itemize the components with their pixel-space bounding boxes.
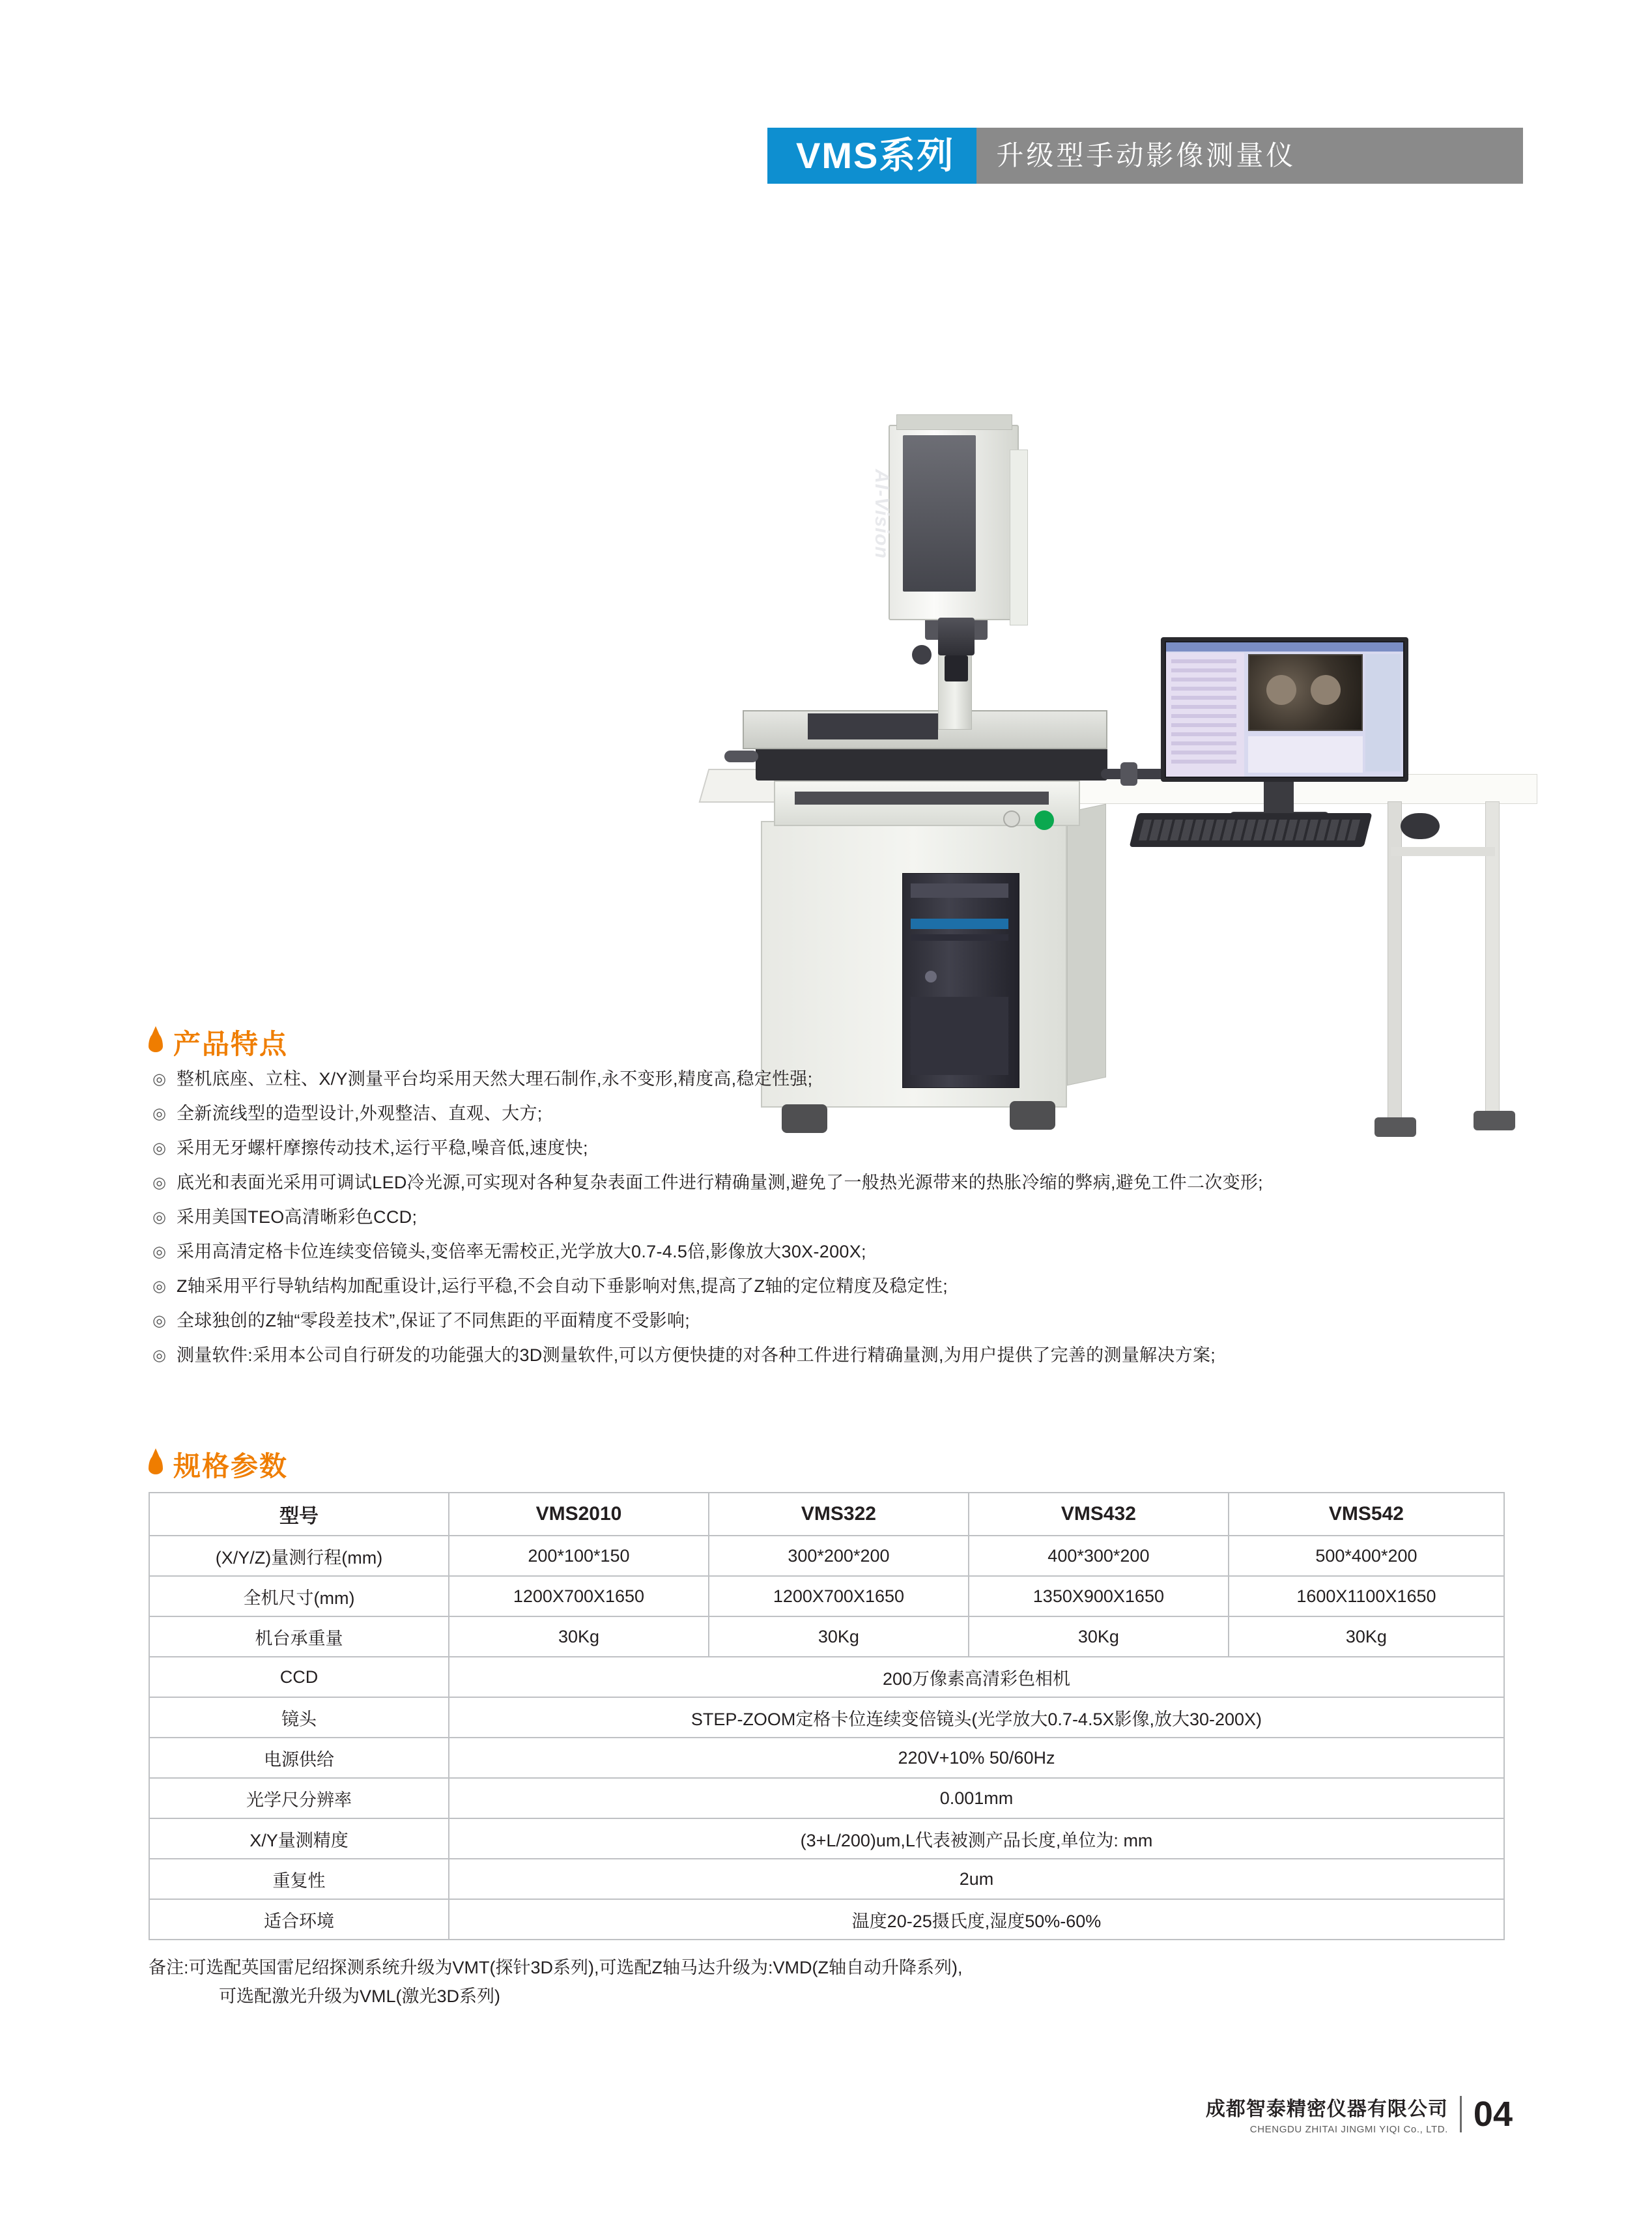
row-cell-merged: 2um — [449, 1859, 1504, 1899]
list-item — [152, 1169, 1520, 1197]
footer-divider — [1460, 2096, 1462, 2132]
feature-text: 采用无牙螺杆摩擦传动技术,运行平稳,噪音低,速度快; — [176, 1138, 588, 1158]
feature-text: 全新流线型的造型设计,外观整洁、直观、大方; — [176, 1104, 543, 1123]
bullet-icon: ◎ — [152, 1070, 166, 1088]
list-item — [152, 1273, 1520, 1300]
row-label: 全机尺寸(mm) — [149, 1576, 449, 1616]
keyboard-keys — [1139, 820, 1363, 840]
droplet-icon — [149, 1033, 163, 1052]
bullet-icon: ◎ — [152, 1347, 166, 1364]
camera-lens-lower — [945, 655, 968, 681]
droplet-icon — [149, 1455, 163, 1474]
list-item — [152, 1204, 1520, 1231]
table-row — [149, 1697, 1504, 1738]
machine-knob — [1003, 810, 1020, 827]
monitor-workpiece-image — [1248, 654, 1363, 731]
row-label: 重复性 — [149, 1859, 449, 1899]
camera-head-panel — [903, 435, 976, 592]
specs-title: 规格参数 — [173, 1451, 289, 1482]
row-cell: 1200X700X1650 — [709, 1576, 969, 1616]
row-label: 镜头 — [149, 1697, 449, 1738]
row-cell: 400*300*200 — [969, 1536, 1229, 1576]
camera-head-arm — [1010, 450, 1028, 625]
monitor-stand-neck — [1264, 782, 1294, 814]
row-cell-merged: STEP-ZOOM定格卡位连续变倍镜头(光学放大0.7-4.5X影像,放大30-200X) — [449, 1697, 1504, 1738]
monitor-toolpanel — [1365, 654, 1401, 771]
list-item — [152, 1135, 1520, 1162]
camera-lens-upper — [938, 618, 975, 655]
note-line-1: 备注:可选配英国雷尼绍探测系统升级为VMT(探针3D系列),可选配Z轴马达升级为:VMD(Z轴自动升降系列), — [149, 1958, 963, 1977]
company-block — [1206, 2093, 1448, 2135]
feature-text: 全球独创的Z轴“零段差技术”,保证了不同焦距的平面精度不受影响; — [176, 1311, 691, 1330]
bullet-icon: ◎ — [152, 1105, 166, 1123]
row-cell-merged: 温度20-25摄氏度,湿度50%-60% — [449, 1899, 1504, 1940]
bullet-icon: ◎ — [152, 1140, 166, 1157]
bullet-icon: ◎ — [152, 1209, 166, 1226]
stage-handle — [1120, 762, 1137, 786]
row-label: X/Y量测精度 — [149, 1818, 449, 1859]
stage-knob-left — [724, 751, 758, 762]
feature-text: 采用高清定格卡位连续变倍镜头,变倍率无需校正,光学放大0.7-4.5倍,影像放大30X-200X; — [176, 1242, 866, 1261]
column-header: VMS432 — [969, 1493, 1229, 1536]
tower-vent — [911, 934, 1008, 941]
feature-text: 采用美国TEO高清晰彩色CCD; — [176, 1207, 418, 1227]
monitor-data-rows — [1171, 659, 1236, 764]
table-row — [149, 1859, 1504, 1899]
desk-rail — [1391, 847, 1495, 856]
row-label: 光学尺分辨率 — [149, 1778, 449, 1818]
row-cell-merged: 200万像素高清彩色相机 — [449, 1657, 1504, 1697]
machine-cabinet-side — [1067, 804, 1106, 1086]
row-cell-merged: 220V+10% 50/60Hz — [449, 1738, 1504, 1778]
row-cell: 1600X1100X1650 — [1229, 1576, 1504, 1616]
machine-brand-label: AI-Vision — [871, 469, 892, 559]
table-row — [149, 1738, 1504, 1778]
tower-front-panel — [911, 997, 1008, 1075]
list-item — [152, 1100, 1520, 1128]
product-photo — [352, 195, 1303, 964]
machine-base-label-strip — [795, 792, 1049, 805]
table-row — [149, 1657, 1504, 1697]
row-label: (X/Y/Z)量测行程(mm) — [149, 1536, 449, 1576]
row-cell: 30Kg — [1229, 1616, 1504, 1657]
list-item — [152, 1239, 1520, 1266]
features-list — [152, 1066, 1520, 1377]
tower-power-button — [925, 971, 937, 982]
bullet-icon: ◎ — [152, 1243, 166, 1261]
table-note — [149, 1953, 1517, 2011]
section-heading-features — [149, 1023, 288, 1062]
column-header: VMS542 — [1229, 1493, 1504, 1536]
tower-drive-bay — [911, 883, 1008, 898]
column-header: VMS2010 — [449, 1493, 709, 1536]
row-cell: 30Kg — [969, 1616, 1229, 1657]
row-label: CCD — [149, 1657, 449, 1697]
section-heading-specs — [149, 1445, 288, 1484]
row-cell: 30Kg — [709, 1616, 969, 1657]
table-row — [149, 1778, 1504, 1818]
list-item — [152, 1342, 1520, 1369]
focus-knob — [912, 645, 932, 665]
bullet-icon: ◎ — [152, 1174, 166, 1192]
mouse — [1401, 813, 1440, 839]
row-cell: 500*400*200 — [1229, 1536, 1504, 1576]
table-row — [149, 1536, 1504, 1576]
feature-text: 测量软件:采用本公司自行研发的功能强大的3D测量软件,可以方便快捷的对各种工件进行精确量测,为用户提供了完善的测量解决方案; — [176, 1345, 1216, 1365]
note-line-2: 可选配激光升级为VML(激光3D系列) — [219, 1986, 501, 2006]
table-row — [149, 1576, 1504, 1616]
row-cell-merged: 0.001mm — [449, 1778, 1504, 1818]
row-cell: 300*200*200 — [709, 1536, 969, 1576]
table-row — [149, 1616, 1504, 1657]
banner-series-label: VMS系列 — [767, 128, 976, 184]
bullet-icon: ◎ — [152, 1312, 166, 1330]
row-cell-merged: (3+L/200)um,L代表被测产品长度,单位为: mm — [449, 1818, 1504, 1859]
company-name-en: CHENGDU ZHITAI JINGMI YIQI Co., LTD. — [1249, 2124, 1448, 2135]
table-header-row — [149, 1493, 1504, 1536]
page-footer — [1206, 2093, 1513, 2135]
workpiece-hole-right — [1311, 675, 1341, 705]
column-header: VMS322 — [709, 1493, 969, 1536]
row-label: 适合环境 — [149, 1899, 449, 1940]
table-row — [149, 1899, 1504, 1940]
measuring-stage-window — [808, 713, 938, 739]
row-cell: 1200X700X1650 — [449, 1576, 709, 1616]
feature-text: Z轴采用平行导轨结构加配重设计,运行平稳,不会自动下垂影响对焦,提高了Z轴的定位精度及稳定性; — [176, 1276, 948, 1296]
specifications-table — [149, 1492, 1505, 1940]
page-banner — [767, 128, 1523, 184]
monitor-titlebar — [1166, 642, 1403, 652]
feature-text: 整机底座、立柱、X/Y测量平台均采用天然大理石制作,永不变形,精度高,稳定性强; — [176, 1069, 813, 1089]
list-item — [152, 1308, 1520, 1335]
table-row — [149, 1818, 1504, 1859]
workpiece-hole-left — [1266, 675, 1296, 705]
row-label: 机台承重量 — [149, 1616, 449, 1657]
monitor-status-panel — [1248, 736, 1363, 773]
bullet-icon: ◎ — [152, 1278, 166, 1295]
machine-power-indicator — [1034, 810, 1054, 830]
feature-text: 底光和表面光采用可调试LED冷光源,可实现对各种复杂表面工件进行精确量测,避免了一般热光源带来的热胀冷缩的弊病,避免工件二次变形; — [176, 1173, 1263, 1192]
tower-accent-strip — [911, 919, 1008, 929]
banner-subtitle-label: 升级型手动影像测量仪 — [976, 128, 1523, 184]
row-label: 电源供给 — [149, 1738, 449, 1778]
features-title: 产品特点 — [173, 1029, 289, 1059]
list-item — [152, 1066, 1520, 1093]
column-header: 型号 — [149, 1493, 449, 1536]
camera-head-cap — [896, 414, 1012, 430]
row-cell: 30Kg — [449, 1616, 709, 1657]
page-number: 04 — [1473, 2094, 1513, 2134]
row-cell: 1350X900X1650 — [969, 1576, 1229, 1616]
company-name-cn: 成都智泰精密仪器有限公司 — [1205, 2099, 1448, 2120]
row-cell: 200*100*150 — [449, 1536, 709, 1576]
